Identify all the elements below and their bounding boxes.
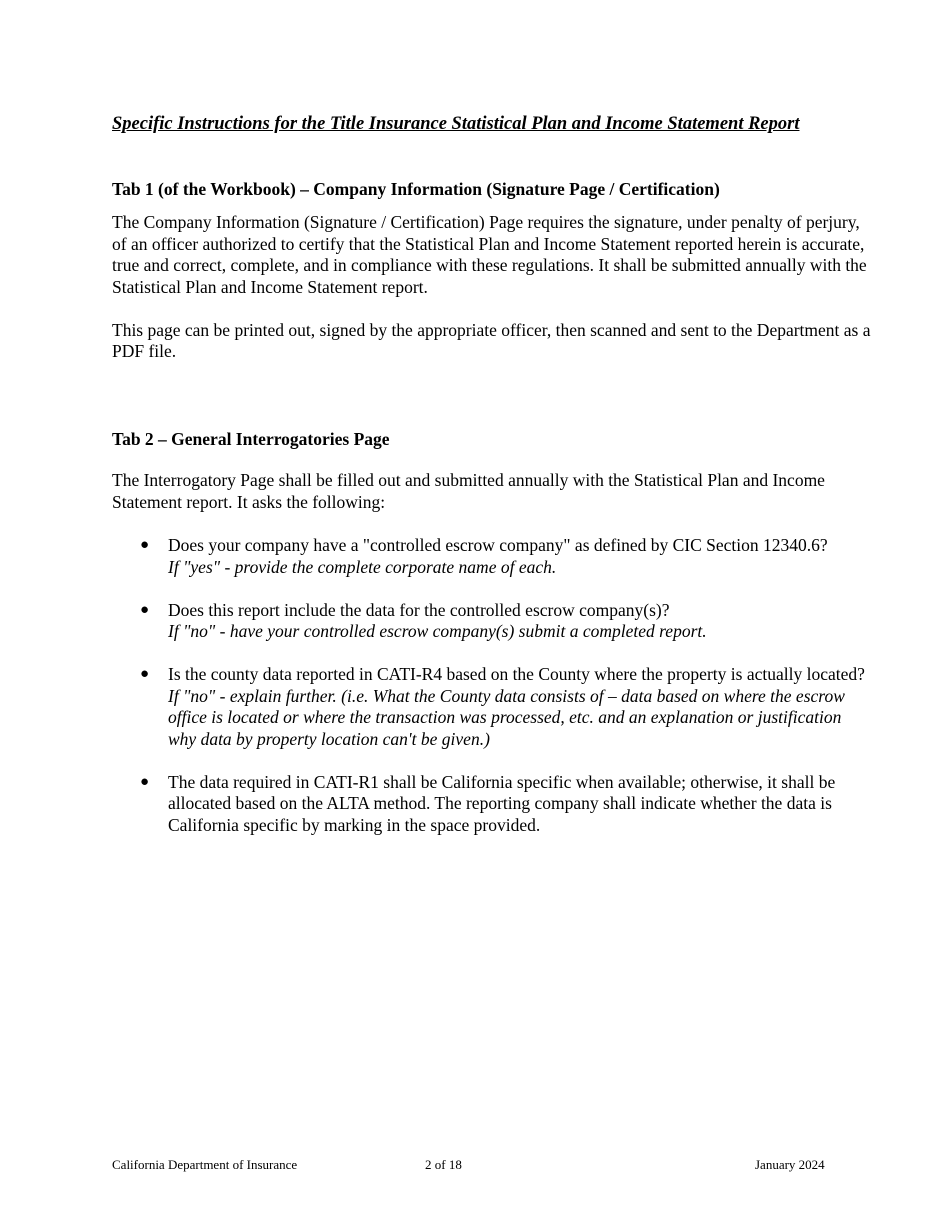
- tab2-intro: The Interrogatory Page shall be filled out and submitted annually with the Statistical Plan and Income Statement report. It asks the following:: [112, 470, 825, 512]
- list-item: [112, 600, 872, 643]
- tab1-paragraph-certification: The Company Information (Signature / Certification) Page requires the signature, under penalty of perjury, of an officer authorized to certify that the Statistical Plan and Income Statement reported herein is accurate, true and correct, complete, and in compliance with these regulations. It shall be submitted annually with the Statistical Plan and Income Statement report.: [112, 212, 867, 297]
- interrogatory-note: If "no" - explain further. (i.e. What the County data consists of – data based on where the escrow office is located or where the transaction was processed, etc. and an explanation or justification why data by property location can't be given.): [168, 685, 845, 749]
- tab2-section: [112, 428, 872, 858]
- list-item: [112, 664, 872, 750]
- tab1-paragraph-printing: This page can be printed out, signed by the appropriate officer, then scanned and sent to the Department as a PDF file.: [112, 319, 871, 361]
- tab1-section: [112, 178, 872, 363]
- bullet-icon: ●: [140, 773, 150, 790]
- interrogatory-note: If "no" - have your controlled escrow company(s) submit a completed report.: [168, 621, 707, 641]
- document-title: Specific Instructions for the Title Insurance Statistical Plan and Income Statement Report: [112, 114, 800, 134]
- list-item: [112, 535, 872, 578]
- tab2-heading: Tab 2 – General Interrogatories Page: [112, 429, 390, 449]
- document-page: [112, 0, 882, 1230]
- footer-date: January 2024: [755, 1157, 825, 1172]
- interrogatory-question: Is the county data reported in CATI-R4 based on the County where the property is actually located?: [168, 664, 865, 684]
- bullet-icon: ●: [140, 666, 150, 682]
- list-item: [112, 772, 872, 837]
- interrogatory-question: Does your company have a "controlled escrow company" as defined by CIC Section 12340.6?: [168, 535, 828, 555]
- interrogatory-list: [112, 535, 872, 836]
- footer-page-number: 2 of 18: [425, 1157, 462, 1172]
- bullet-icon: ●: [140, 601, 150, 618]
- interrogatory-question: Does this report include the data for the controlled escrow company(s)?: [168, 599, 670, 620]
- tab1-heading: Tab 1 (of the Workbook) – Company Information (Signature Page / Certification): [112, 179, 720, 199]
- bullet-icon: ●: [140, 537, 150, 553]
- interrogatory-question: The data required in CATI-R1 shall be California specific when available; otherwise, it shall be allocated based on the ALTA method. The reporting company shall indicate whether the data is California specific by marking in the space provided.: [168, 771, 836, 835]
- footer-organization: California Department of Insurance: [112, 1157, 298, 1172]
- interrogatory-note: If "yes" - provide the complete corporate name of each.: [168, 556, 557, 577]
